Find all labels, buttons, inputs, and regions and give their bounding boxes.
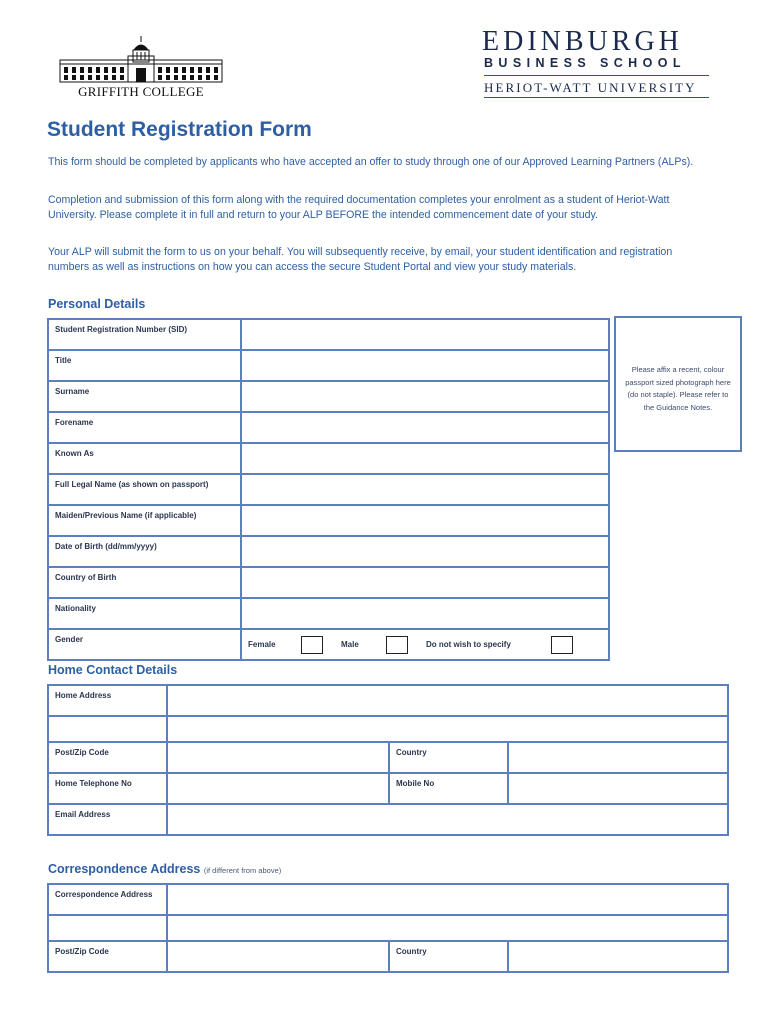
- correspondence-table: [47, 883, 729, 973]
- photo-instructions: Please affix a recent, colour passport sized photograph here (do not staple). Please refer to the Guidance Notes.: [625, 365, 731, 412]
- table-row: [48, 598, 609, 629]
- home-contact-table: [47, 684, 729, 836]
- gender-female-checkbox[interactable]: [301, 636, 323, 654]
- email-input[interactable]: [167, 804, 728, 835]
- correspondence-heading-note: (if different from above): [203, 866, 282, 875]
- gender-unspecified-cell: [545, 629, 609, 660]
- home-contact-heading: Home Contact Details: [48, 663, 178, 677]
- personal-details-heading: Personal Details: [48, 297, 146, 311]
- table-row: [48, 350, 609, 381]
- home-address-input-1[interactable]: [167, 685, 728, 716]
- gender-female-cell: [295, 629, 335, 660]
- home-country-label: Country: [389, 742, 508, 773]
- maiden-name-input[interactable]: [241, 505, 609, 536]
- gender-male-cell: [380, 629, 420, 660]
- ebs-logo-university: HERIOT-WATT UNIVERSITY: [484, 80, 697, 95]
- griffith-college-caption: GRIFFITH COLLEGE: [78, 84, 204, 99]
- full-legal-name-input[interactable]: [241, 474, 609, 505]
- correspondence-address-input-2[interactable]: [167, 915, 728, 941]
- home-postcode-input[interactable]: [167, 742, 389, 773]
- table-row: [48, 742, 728, 773]
- table-row: [48, 915, 728, 941]
- intro-paragraph-3: Your ALP will submit the form to us on your behalf. You will subsequently receive, by email, your student identification and registration numbers as well as instructions on how you can access the secure Student Portal and view your study materials.: [48, 246, 673, 273]
- correspondence-country-input[interactable]: [508, 941, 728, 972]
- table-row: [48, 319, 609, 350]
- field-label: Student Registration Number (SID): [48, 319, 241, 350]
- ebs-logo-title: EDINBURGH: [482, 26, 683, 57]
- home-address-label: Home Address: [48, 685, 167, 716]
- ebs-logo-rule-bottom: [484, 97, 709, 98]
- intro-paragraph-1: This form should be completed by applicants who have accepted an offer to study through one of our Approved Learning Partners (ALPs).: [48, 156, 694, 168]
- table-row: [48, 381, 609, 412]
- mobile-label: Mobile No: [389, 773, 508, 804]
- date-of-birth-input[interactable]: [241, 536, 609, 567]
- correspondence-heading-text: Correspondence Address: [48, 862, 201, 876]
- correspondence-postcode-input[interactable]: [167, 941, 389, 972]
- table-row: [48, 505, 609, 536]
- photo-box: [614, 316, 742, 452]
- correspondence-address-label: Correspondence Address: [48, 884, 167, 915]
- table-row: [48, 567, 609, 598]
- gender-unspecified-checkbox[interactable]: [551, 636, 573, 654]
- correspondence-country-label: Country: [389, 941, 508, 972]
- table-row: [48, 941, 728, 972]
- home-country-input[interactable]: [508, 742, 728, 773]
- title-input[interactable]: [241, 350, 609, 381]
- field-label: Known As: [48, 443, 241, 474]
- correspondence-postcode-label: Post/Zip Code: [48, 941, 167, 972]
- correspondence-heading: [48, 862, 281, 876]
- field-label: Maiden/Previous Name (if applicable): [48, 505, 241, 536]
- correspondence-address-input-1[interactable]: [167, 884, 728, 915]
- home-phone-label: Home Telephone No: [48, 773, 167, 804]
- field-label: Nationality: [48, 598, 241, 629]
- personal-details-table: [47, 318, 610, 661]
- field-label: Date of Birth (dd/mm/yyyy): [48, 536, 241, 567]
- table-row: [48, 412, 609, 443]
- table-row: [48, 474, 609, 505]
- field-label: Country of Birth: [48, 567, 241, 598]
- sid-input[interactable]: [241, 319, 609, 350]
- table-row: [48, 804, 728, 835]
- table-row: [48, 716, 728, 742]
- forename-input[interactable]: [241, 412, 609, 443]
- mobile-input[interactable]: [508, 773, 728, 804]
- email-label: Email Address: [48, 804, 167, 835]
- table-row: [48, 773, 728, 804]
- field-label: Full Legal Name (as shown on passport): [48, 474, 241, 505]
- gender-female-label: Female: [241, 629, 295, 660]
- ebs-logo-rule: [484, 75, 709, 76]
- home-address-input-2[interactable]: [167, 716, 728, 742]
- correspondence-address-label-blank: [48, 915, 167, 941]
- home-postcode-label: Post/Zip Code: [48, 742, 167, 773]
- table-row: [48, 536, 609, 567]
- intro-paragraph-2: Completion and submission of this form along with the required documentation completes your enrolment as a student of Heriot-Watt University. Please complete it in full and return to your ALP BEFORE the intended commencement date of your study.: [48, 194, 670, 221]
- field-label: Title: [48, 350, 241, 381]
- gender-male-label: Male: [335, 629, 380, 660]
- table-row: [48, 884, 728, 915]
- table-row: [48, 685, 728, 716]
- field-label: Surname: [48, 381, 241, 412]
- gender-unspecified-label: Do not wish to specify: [420, 629, 545, 660]
- country-of-birth-input[interactable]: [241, 567, 609, 598]
- surname-input[interactable]: [241, 381, 609, 412]
- gender-label: Gender: [48, 629, 241, 660]
- ebs-logo-subtitle: BUSINESS SCHOOL: [484, 56, 686, 70]
- gender-row: [48, 629, 609, 660]
- table-row: [48, 443, 609, 474]
- field-label: Forename: [48, 412, 241, 443]
- known-as-input[interactable]: [241, 443, 609, 474]
- page-title: Student Registration Form: [47, 118, 312, 141]
- gender-male-checkbox[interactable]: [386, 636, 408, 654]
- home-address-label-blank: [48, 716, 167, 742]
- nationality-input[interactable]: [241, 598, 609, 629]
- home-phone-input[interactable]: [167, 773, 389, 804]
